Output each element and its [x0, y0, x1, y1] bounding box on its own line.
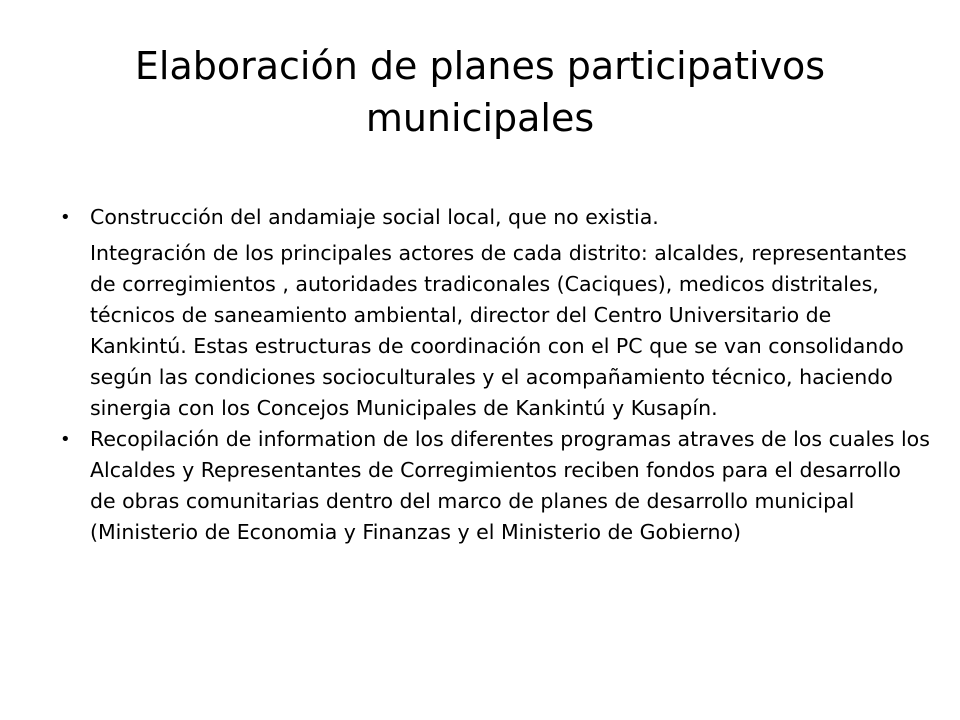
sub-paragraph: Integración de los principales actores de cada distrito: alcaldes, representantes de corregimientos , autoridades tradiconales (Caciques), medicos distritales, técnicos de saneamiento ambiental, director del Centro Universitario de Kankintú. Estas estructuras de coordinación con el PC que se van consolidando según las condiciones socioculturales y el acompañamiento técnico, haciendo sinergia con los Concejos Municipales de Kankintú y Kusapín. [90, 241, 907, 420]
bullet-text-2: Recopilación de information de los diferentes programas atraves de los cuales los Alcaldes y Representantes de Corregimientos reciben fondos para el desarrollo de obras comunitarias dentro del marco de planes de desarrollo municipal (Ministerio de Economia y Finanzas y el Ministerio de Gobierno) [90, 427, 930, 544]
bullet-item-1 [60, 202, 930, 233]
bullet-icon: • [60, 429, 71, 450]
bullet-text-1: Construcción del andamiaje social local, que no existia. [90, 205, 659, 229]
bullet-item-2 [60, 424, 930, 548]
slide-title: Elaboración de planes participativos municipales [134, 44, 826, 140]
slide-content [60, 202, 930, 548]
bullet-icon: • [60, 207, 71, 228]
